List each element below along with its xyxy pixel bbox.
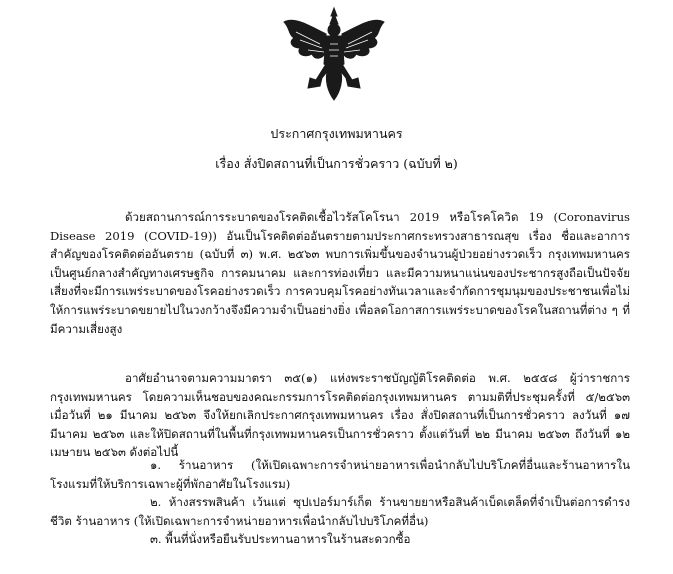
paragraph-1: ด้วยสถานการณ์การระบาดของโรคติดเชื้อไวรัสโคโรนา 2019 หรือโรคโควิด 19 (Coronavirus Disease 2019 (COVID-19)) อันเป็นโรคติดต่ออันตรายตามประกาศกระทรวงสาธารณสุข เรื่อง ชื่อและอาการสำคัญของโรคติดต่ออันตราย (ฉบับที่ ๓) พ.ศ. ๒๕๖๓ พบการเพิ่มขึ้นของจำนวนผู้ป่วยอย่างรวดเร็ว กรุงเทพมหานครเป็นศูนย์กลางสำคัญทางเศรษฐกิจ การคมนาคม และการท่องเที่ยว และมีความหนาแน่นของประชากรสูงถือเป็นปัจจัยเสี่ยงที่จะมีการแพร่ระบาดของโรคอย่างรวดเร็ว การควบคุมโรคอย่างทันเวลาและจำกัดการชุมนุมของประชาชนเพื่อไม่ให้การแพร่ระบาดขยายไปในวงกว้างจึงมีความจำเป็นอย่างยิ่ง เพื่อลดโอกาสการแพร่ระบาดของโรคในสถานที่ต่าง ๆ ที่มีความเสี่ยงสูง xyxy=(50,210,630,336)
list-item: ๒. ห้างสรรพสินค้า เว้นแต่ ซุปเปอร์มาร์เก็ต ร้านขายยาหรือสินค้าเบ็ดเตล็ดที่จำเป็นต่อการดำรงชีวิต ร้านอาหาร (ให้เปิดเฉพาะการจำหน่ายอาหารเพื่อนำกลับไปบริโภคที่อื่น) xyxy=(50,495,630,528)
garuda-emblem-icon xyxy=(280,4,388,104)
item-list xyxy=(50,456,630,549)
announcement-title: ประกาศกรุงเทพมหานคร xyxy=(270,126,403,141)
list-item: ๑. ร้านอาหาร (ให้เปิดเฉพาะการจำหน่ายอาหารเพื่อนำกลับไปบริโภคที่อื่นและร้านอาหารในโรงแรมที่ให้บริการเฉพาะผู้ที่พักอาศัยในโรงแรม) xyxy=(50,458,630,491)
paragraph-1-container xyxy=(50,208,630,338)
announcement-subject: เรื่อง สั่งปิดสถานที่เป็นการชั่วคราว (ฉบับที่ ๒) xyxy=(215,156,458,171)
paragraph-2-container xyxy=(50,369,630,462)
paragraph-2: อาศัยอำนาจตามความมาตรา ๓๕(๑) แห่งพระราชบัญญัติโรคติดต่อ พ.ศ. ๒๕๕๘ ผู้ว่าราชการกรุงเทพมหานคร โดยความเห็นชอบของคณะกรรมการโรคติดต่อกรุงเทพมหานคร ตามมติที่ประชุมครั้งที่ ๕/๒๕๖๓ เมื่อวันที่ ๒๑ มีนาคม ๒๕๖๓ จึงให้ยกเลิกประกาศกรุงเทพมหานคร เรื่อง สั่งปิดสถานที่เป็นการชั่วคราว ลงวันที่ ๑๗ มีนาคม ๒๕๖๓ และให้ปิดสถานที่ในพื้นที่กรุงเทพมหานครเป็นการชั่วคราว ตั้งแต่วันที่ ๒๒ มีนาคม ๒๕๖๓ ถึงวันที่ ๑๒ เมษายน ๒๕๖๓ ดังต่อไปนี้ xyxy=(50,371,630,460)
list-item: ๓. พื้นที่นั่งหรือยืนรับประทานอาหารในร้านสะดวกซื้อ xyxy=(150,532,411,547)
